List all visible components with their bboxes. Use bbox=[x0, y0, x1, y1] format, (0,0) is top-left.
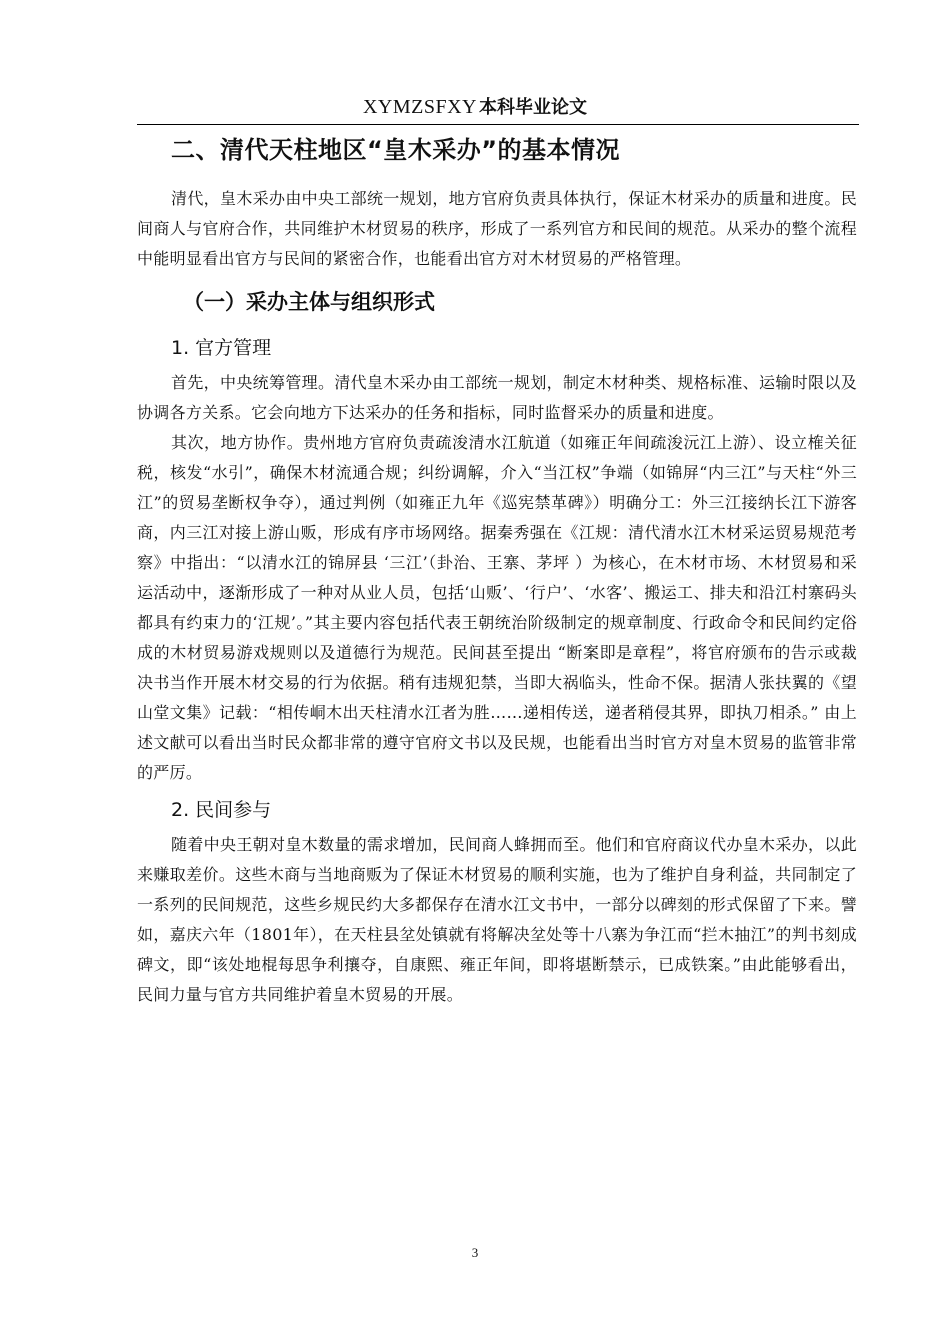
header-rule bbox=[137, 124, 859, 125]
part2-paragraph-1: 随着中央王朝对皇木数量的需求增加，民间商人蜂拥而至。他们和官府商议代办皇木采办，以此来赚取差价。这些木商与当地商贩为了保证木材贸易的顺利实施，也为了维护自身利益，共同制定了一系列的民间规范，这些乡规民约大多都保存在清水江文书中，一部分以碑刻的形式保留了下来。譬如，嘉庆六年（1801年），在天柱县坌处镇就有将解决坌处等十八寨为争江而“拦木抽江”的判书刻成碑文，即“该处地棍每思争利攘夺，自康熙、雍正年间，即将堪断禁示，已成铁案。”由此能够看出，民间力量与官方共同维护着皇木贸易的开展。 bbox=[137, 835, 857, 1004]
header-label: 本科毕业论文 bbox=[479, 97, 588, 118]
subsection-title: （一）采办主体与组织形式 bbox=[183, 290, 435, 314]
section-intro-paragraph: 清代，皇木采办由中央工部统一规划，地方官府负责具体执行，保证木材采办的质量和进度。民间商人与官府合作，共同维护木材贸易的秩序，形成了一系列官方和民间的规范。从采办的整个流程中能明显看出官方与民间的紧密合作，也能看出官方对木材贸易的严格管理。 bbox=[137, 189, 857, 268]
part1-paragraph-1: 首先，中央统筹管理。清代皇木采办由工部统一规划，制定木材种类、规格标准、运输时限以及协调各方关系。它会向地方下达采办的任务和指标，同时监督采办的质量和进度。 bbox=[137, 373, 857, 422]
header-code: XYMZSFXY bbox=[362, 96, 478, 118]
main-content bbox=[137, 128, 857, 1010]
section-title: 二、清代天柱地区“皇木采办”的基本情况 bbox=[171, 136, 621, 164]
part2-title: 2. 民间参与 bbox=[171, 799, 272, 821]
page-number: 3 bbox=[471, 1245, 479, 1260]
running-header bbox=[0, 92, 950, 122]
part1-paragraph-2: 其次，地方协作。贵州地方官府负责疏浚清水江航道（如雍正年间疏浚沅江上游）、设立榷关征税，核发“水引”，确保木材流通合规；纠纷调解，介入“当江权”争端（如锦屏“内三江”与天柱“外三江”的贸易垄断权争夺），通过判例（如雍正九年《巡宪禁革碑》）明确分工：外三江接纳长江下游客商，内三江对接上游山贩，形成有序市场网络。据秦秀强在《江规：清代清水江木材采运贸易规范考察》中指出：“以清水江的锦屏县 ‘三江’（卦治、王寨、茅坪 ）为核心，在木材市场、木材贸易和采运活动中，逐渐形成了一种对从业人员，包括‘山贩’、‘行户’、‘水客’、搬运工、排夫和沿江村寨码头都具有约束力的‘江规’。”其主要内容包括代表王朝统治阶级制定的规章制度、行政命令和民间约定俗成的木材贸易游戏规则以及道德行为规范。民间甚至提出 “断案即是章程”，将官府颁布的告示或裁决书当作开展木材交易的行为依据。稍有违规犯禁，当即大祸临头，性命不保。据清人张扶翼的《望山堂文集》记载：“相传峒木出天柱清水江者为胜……递相传送，递者稍侵其界，即执刀相杀。” 由上述文献可以看出当时民众都非常的遵守官府文书以及民规，也能看出当时官方对皇木贸易的监管非常的严厉。 bbox=[137, 433, 857, 782]
part1-title: 1. 官方管理 bbox=[171, 337, 272, 359]
